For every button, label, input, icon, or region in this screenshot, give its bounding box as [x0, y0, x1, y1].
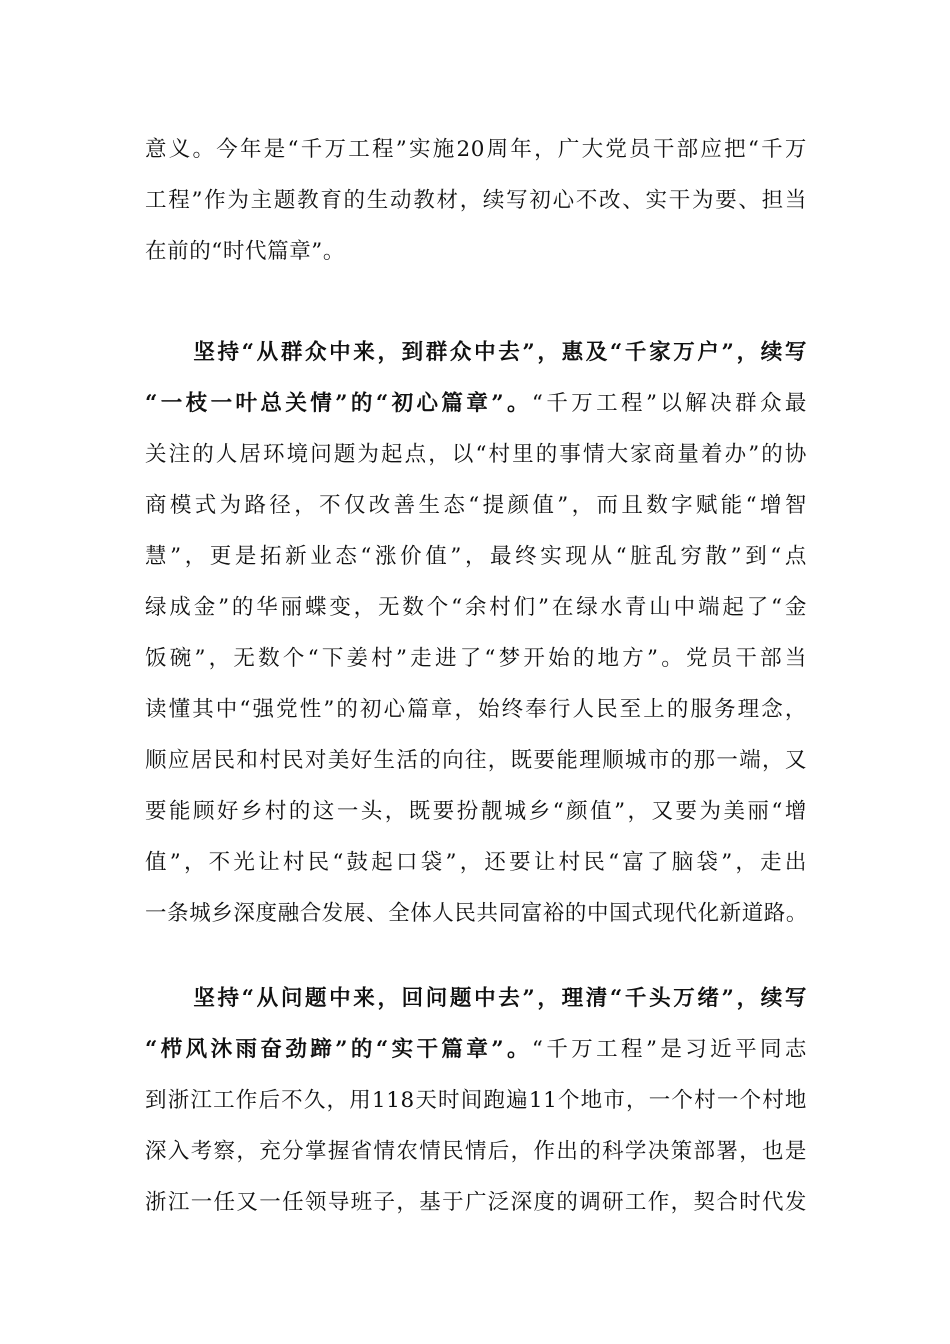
text-line: 一条城乡深度融合发展、全体人民共同富裕的中国式现代化新道路。	[145, 901, 809, 926]
text-line: 到浙江工作后不久，用118天时间跑遍11个地市，一个村一个村地	[145, 1088, 807, 1113]
text-fragment: “千万工程”是习近平同志	[531, 1037, 808, 1062]
section-heading-line: “一枝一叶总关情”的“初心篇章”。	[145, 391, 532, 416]
text-line: 值”，不光让村民“鼓起口袋”，还要让村民“富了脑袋”，走出	[145, 850, 807, 875]
section-heading-line: 坚持“从问题中来，回问题中去”，理清“千头万绪”，续写	[145, 986, 807, 1011]
text-line: 要能顾好乡村的这一头，既要扮靓城乡“颜值”，又要为美丽“增	[145, 799, 807, 824]
section-heading-line: 坚持“从群众中来，到群众中去”，惠及“千家万户”，续写	[145, 340, 807, 365]
paragraph-people	[145, 327, 807, 939]
text-line: 浙江一任又一任领导班子，基于广泛深度的调研工作，契合时代发	[145, 1190, 807, 1215]
text-line: 读懂其中“强党性”的初心篇章，始终奉行人民至上的服务理念，	[145, 697, 807, 722]
text-line: 在前的“时代篇章”。	[145, 239, 345, 264]
text-line: 绿成金”的华丽蝶变，无数个“余村们”在绿水青山中端起了“金	[145, 595, 807, 620]
text-line: 商模式为路径，不仅改善生态“提颜值”，而且数字赋能“增智	[145, 493, 807, 518]
text-line: 慧”，更是拓新业态“涨价值”，最终实现从“脏乱穷散”到“点	[145, 544, 807, 569]
text-line: 工程”作为主题教育的生动教材，续写初心不改、实干为要、担当	[145, 188, 807, 213]
text-line: 饭碗”，无数个“下姜村”走进了“梦开始的地方”。党员干部当	[145, 646, 807, 671]
text-line: 深入考察，充分掌握省情农情民情后，作出的科学决策部署，也是	[145, 1139, 807, 1164]
paragraph-problems	[145, 973, 807, 1228]
paragraph-intro	[145, 124, 807, 277]
mixed-line	[145, 1024, 807, 1075]
text-line: 顺应居民和村民对美好生活的向往，既要能理顺城市的那一端，又	[145, 748, 807, 773]
text-fragment: “千万工程”以解决群众最	[531, 391, 808, 416]
mixed-line	[145, 378, 807, 429]
text-line: 关注的人居环境问题为起点，以“村里的事情大家商量着办”的协	[145, 442, 807, 467]
text-line: 意义。今年是“千万工程”实施20周年，广大党员干部应把“千万	[145, 137, 807, 162]
section-heading-line: “栉风沐雨奋劲蹄”的“实干篇章”。	[145, 1037, 532, 1062]
